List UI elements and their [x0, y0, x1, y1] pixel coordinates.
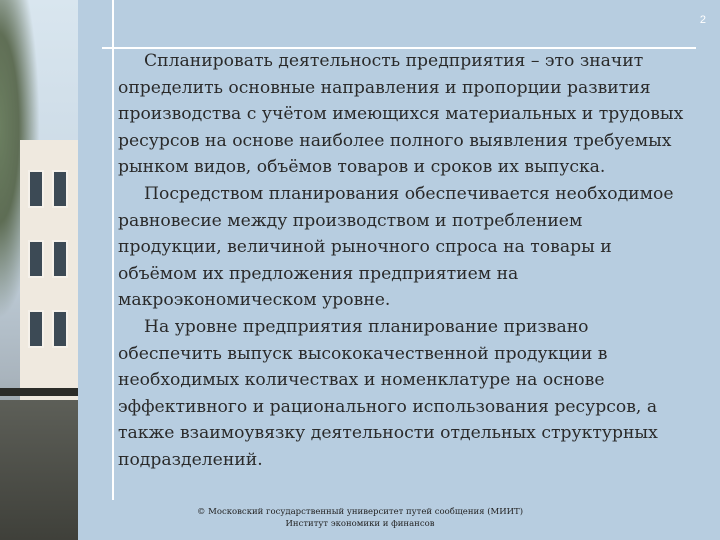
window	[28, 310, 44, 348]
ground	[0, 400, 78, 540]
slide-body	[118, 48, 686, 474]
page-number: 2	[699, 14, 706, 26]
window	[28, 240, 44, 278]
footer	[130, 506, 590, 530]
paragraph-2: Посредством планирования обеспечивается необходимое равновесие между производством и потреблением продукции, величиной рыночного спроса на товары и объёмом их предложения предприятием на макроэкономическом уровне.	[118, 183, 674, 311]
bench	[0, 388, 78, 396]
footer-copyright: © Московский государственный университет путей сообщения (МИИТ)	[196, 507, 524, 517]
window	[52, 310, 68, 348]
paragraph-3: На уровне предприятия планирование призвано обеспечить выпуск высококачественной продукции в необходимых количествах и номенклатуре на основе эффективного и рационального использования ресурсов, а также взаимоувязку деятельности отдельных структурных подразделений.	[118, 316, 658, 470]
window	[52, 170, 68, 208]
window	[28, 170, 44, 208]
footer-institute: Институт экономики и финансов	[285, 519, 435, 529]
paragraph-1: Спланировать деятельность предприятия – это значит определить основные направления и пропорции развития производства с учётом имеющихся материальных и трудовых ресурсов на основе наиболее полного выявления требуемых рынком видов, объёмов товаров и сроков их выпуска.	[118, 51, 684, 178]
window	[52, 240, 68, 278]
left-divider	[112, 0, 114, 500]
building-photo	[0, 0, 78, 540]
